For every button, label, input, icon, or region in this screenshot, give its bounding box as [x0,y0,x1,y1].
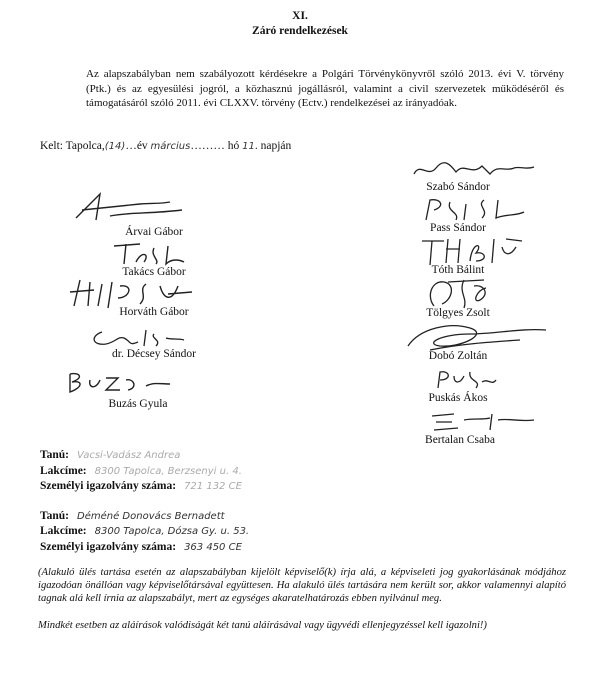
address-label: Lakcíme: [40,525,87,537]
signing-verification-note: Mindkét esetben az aláírások valódiságát két tanú aláírásával vagy ügyvédi ellenjegyzéssel kell igazolni!) [38,620,487,631]
signature-tolgyes [424,276,504,310]
witness-2-name-line [40,510,225,522]
signatory-name: Horváth Gábor [119,306,189,318]
signatory-name: Dobó Zoltán [428,350,488,362]
section-number: XI. [292,10,308,22]
witness-2-id-line [40,541,242,553]
dated-suffix: . napján [254,140,292,152]
signatory-name: Buzás Gyula [108,398,168,410]
signing-instructions-note: (Alakuló ülés tartása esetén az alapszabályban kijelölt képviselő(k) írja alá, a képviseleti jog gyakorlásának módjához igazodóan önállóan vagy képviselőtársával együttesen. Ha alakuló ülés tartására nem került sor, akkor valamennyi alapító tagnak alá kell írnia az alapszabályt, mert az egységes akaratelhatározás ebben nyilvánul meg. [38,567,566,605]
signature-pass [420,194,530,224]
signatory-name: Puskás Ákos [428,392,488,404]
witness-1-name-handwritten: Vacsi-Vadász Andrea [77,450,181,461]
dated-year-sep: év [136,140,148,152]
id-label: Személyi igazolvány száma: [40,541,177,553]
address-label: Lakcíme: [40,465,87,477]
witness-1-id-handwritten: 721 132 CE [184,481,242,492]
signature-bertalan [428,408,538,434]
witness-label: Tanú: [40,449,69,461]
signature-takacs [110,240,190,268]
witness-1-address-line [40,465,242,477]
signatory-name: Pass Sándor [430,222,486,234]
dated-month-handwritten: március [150,141,191,152]
section-title: Záró rendelkezések [252,25,348,37]
witness-1-name-line [40,449,180,461]
signatory-name: Bertalan Csaba [425,434,495,446]
dated-day-handwritten: 11 [242,141,255,152]
witness-2-address-line [40,525,249,537]
witness-2-name-handwritten: Déméné Donovács Bernadett [77,511,225,522]
witness-1-address-handwritten: 8300 Tapolca, Berzsenyi u. 4. [94,466,242,477]
signature-dobo [400,320,550,354]
signatory-name: Árvai Gábor [125,226,183,238]
signature-buzas [64,368,174,398]
dated-line: Kelt: Tapolca,(14)…év március……… hó 11. napján [40,140,292,152]
signature-puskas [430,368,500,392]
signatory-name: Tölgyes Zsolt [426,307,490,319]
dated-year-handwritten: (14) [104,141,126,152]
signatory-name: dr. Décsey Sándor [112,348,196,360]
dated-month-sep: hó [227,140,240,152]
witness-2-id-handwritten: 363 450 CE [184,542,242,553]
closing-provisions-paragraph: Az alapszabályban nem szabályozott kérdésekre a Polgári Törvénykönyvről szóló 2013. évi V. törvény (Ptk.) és az egyesülési jogról, a közhasznú jogállásról, valamint a civil szervezetek működéséről és támogatásáról szóló 2011. évi CLXXV. törvény (Ectv.) rendelkezései az irányadóak. [86,68,564,110]
witness-label: Tanú: [40,510,69,522]
signature-szabo [410,158,540,182]
witness-1-id-line [40,480,242,492]
signatory-name: Szabó Sándor [426,181,490,193]
signatory-name: Takács Gábor [122,266,186,278]
dated-prefix: Kelt: Tapolca, [40,140,105,152]
id-label: Személyi igazolvány száma: [40,480,177,492]
signatory-name: Tóth Bálint [431,264,485,276]
signature-decsey [88,324,188,350]
signature-arvai [70,190,190,226]
witness-2-address-handwritten: 8300 Tapolca, Dózsa Gy. u. 53. [94,526,250,537]
